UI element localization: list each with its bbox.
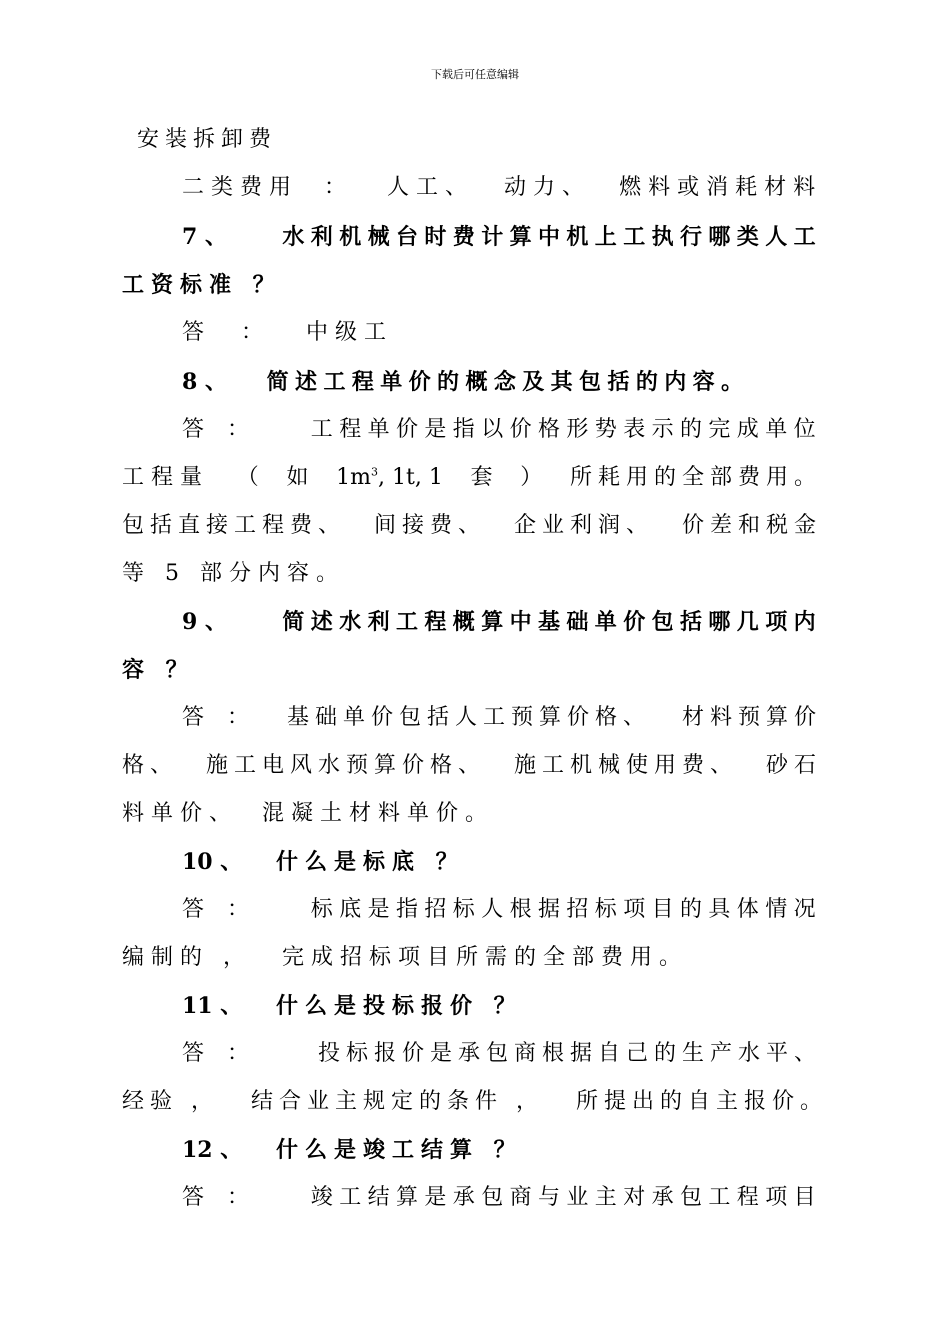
text-fragment: ： (227, 1041, 257, 1066)
text-fragment: 人工、 (387, 175, 475, 200)
answer-line (182, 895, 822, 925)
answer-line (182, 1039, 822, 1069)
question-text: 水利机械台时费计算中机上工执行哪类人工 (282, 224, 822, 250)
question-text: 简述工程单价的概念及其包括的内容。 (266, 369, 750, 395)
question-text: 工资标准 ？ (122, 272, 282, 298)
text-fragment: 间接费、 (373, 513, 486, 538)
answer-line (182, 703, 822, 733)
question-heading (182, 367, 749, 397)
text-fragment: 混凝土材料单价。 (262, 801, 495, 826)
answer-line (122, 799, 494, 829)
answer-label: 答 (182, 705, 212, 730)
question-heading-cont (122, 270, 282, 300)
text-fragment: 施工电风水预算价格、 (205, 753, 486, 778)
text-fragment: 料单价、 (122, 801, 239, 826)
text-fragment: 所提出的自主报价。 (575, 1089, 828, 1114)
answer-line (182, 318, 393, 348)
answer-line (122, 1087, 828, 1117)
question-heading (182, 222, 822, 252)
text-fragment: 编制的 ， (122, 945, 252, 970)
answer-label: 答 (182, 897, 212, 922)
text-fragment: 价差和税金 (681, 513, 822, 538)
answer-line (182, 1183, 822, 1213)
answer-label: 答 (182, 1185, 212, 1210)
question-text: 什么是标底 ？ (275, 849, 465, 875)
text-fragment: （ (236, 465, 259, 490)
question-number: 8 、 (182, 369, 227, 395)
question-heading (182, 1135, 523, 1165)
text-fragment: 等 5 部分内容。 (122, 561, 345, 586)
text-fragment: 所耗用的全部费用。 (569, 465, 822, 490)
question-heading-cont (122, 655, 195, 685)
text-fragment: 燃料或消耗材料 (619, 175, 823, 200)
question-number: 12 、 (182, 1137, 243, 1163)
text-fragment: 包括直接工程费、 (122, 513, 347, 538)
text-fragment: 施工机械使用费、 (513, 753, 738, 778)
answer-text: 竣工结算是承包商与业主对承包工程项目 (310, 1185, 822, 1210)
answer-line (122, 559, 345, 589)
superscript: 3 (371, 465, 379, 479)
answer-line (122, 511, 822, 541)
answer-line (122, 943, 688, 973)
text-fragment: ： (241, 320, 271, 345)
question-heading (182, 847, 465, 877)
text-fragment: 完成招标项目所需的全部费用。 (282, 945, 689, 970)
text-fragment: 结合业主规定的条件 ， (250, 1089, 544, 1114)
text-fragment: 安装拆卸费 (137, 127, 278, 152)
text-fragment: 如 (286, 465, 309, 490)
answer-label: 答 (182, 320, 212, 345)
answer-text: 工程单价是指以价格形势表示的完成单位 (310, 417, 822, 442)
text-fragment: , 1t, 1 (378, 465, 443, 490)
text-fragment: 经验 ， (122, 1089, 219, 1114)
text-fragment: ： (324, 175, 354, 200)
question-text: 什么是投标报价 ？ (275, 993, 523, 1019)
text-fragment: 二类费用 (182, 175, 299, 200)
text-line (137, 125, 277, 155)
answer-line (122, 463, 822, 493)
question-number: 10 、 (182, 849, 243, 875)
text-fragment: ： (227, 1185, 257, 1210)
text-fragment: 1m (336, 465, 372, 490)
answer-text: 投标报价是承包商根据自己的生产水平、 (317, 1041, 822, 1066)
answer-text: 基础单价包括人工预算价格、 (287, 705, 652, 730)
text-fragment: 材料预算价 (681, 705, 822, 730)
text-fragment: 砂石 (765, 753, 822, 778)
text-line (182, 173, 822, 203)
text-fragment: 动力、 (504, 175, 592, 200)
text-fragment: ： (227, 705, 257, 730)
answer-label: 答 (182, 1041, 212, 1066)
question-number: 7 、 (182, 224, 227, 250)
answer-label: 答 (182, 417, 212, 442)
text-fragment: 工程量 (122, 465, 210, 490)
text-fragment: ） (520, 465, 543, 490)
text-fragment: ： (227, 417, 257, 442)
text-fragment: 企业利润、 (513, 513, 654, 538)
page-header: 下载后可任意编辑 (431, 68, 519, 81)
question-text: 简述水利工程概算中基础单价包括哪几项内 (282, 609, 822, 635)
text-fragment: 套 (470, 465, 493, 490)
answer-text: 标底是指招标人根据招标项目的具体情况 (310, 897, 822, 922)
question-number: 9 、 (182, 609, 227, 635)
question-number: 11 、 (182, 993, 243, 1019)
text-fragment: ： (227, 897, 257, 922)
answer-line (122, 751, 822, 781)
question-text: 容 ？ (122, 657, 195, 683)
answer-line (182, 415, 822, 445)
answer-text: 中级工 (306, 320, 394, 345)
question-heading (182, 607, 822, 637)
text-fragment: 格、 (122, 753, 179, 778)
question-text: 什么是竣工结算 ？ (275, 1137, 523, 1163)
question-heading (182, 991, 523, 1021)
